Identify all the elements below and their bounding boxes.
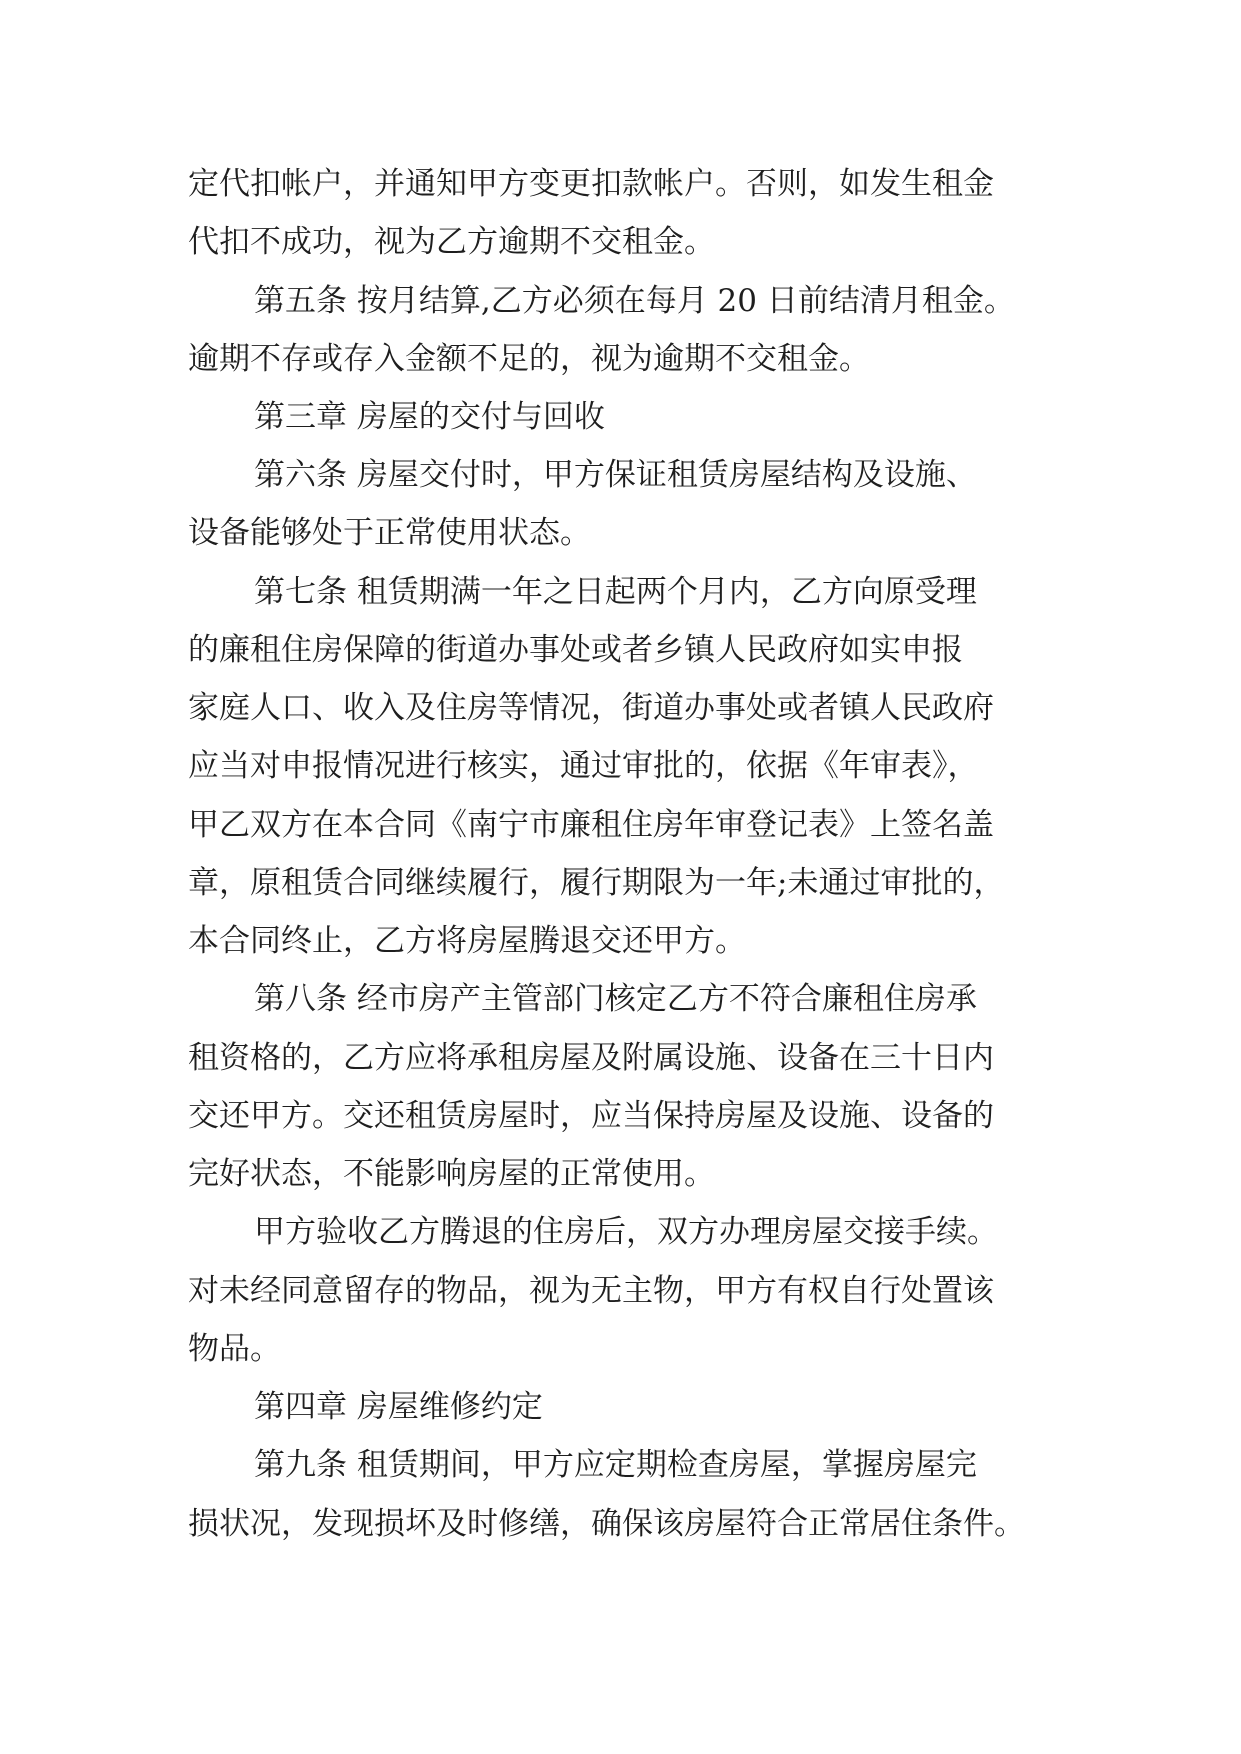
body-text-line-12: 甲乙双方在本合同《南宁市廉租住房年审登记表》上签名盖 (188, 807, 994, 843)
chapter-3-heading: 第三章 房屋的交付与回收 (254, 399, 605, 435)
body-text-line-14: 本合同终止，乙方将房屋腾退交还甲方。 (188, 923, 746, 959)
article-8-heading-line: 第八条 经市房产主管部门核定乙方不符合廉租住房承 (254, 981, 977, 1017)
body-text-line-20: 对未经同意留存的物品，视为无主物，甲方有权自行处置该 (188, 1273, 994, 1309)
chapter-4-heading: 第四章 房屋维修约定 (254, 1389, 543, 1425)
body-text-line-17: 交还甲方。交还租赁房屋时，应当保持房屋及设施、设备的 (188, 1098, 994, 1134)
body-text-line-24: 损状况，发现损坏及时修缮，确保该房屋符合正常居住条件。 (188, 1506, 1025, 1542)
paragraph-start-line-19: 甲方验收乙方腾退的住房后，双方办理房屋交接手续。 (254, 1214, 998, 1250)
body-text-line-4: 逾期不存或存入金额不足的，视为逾期不交租金。 (188, 341, 870, 377)
article-5-heading-line: 第五条 按月结算,乙方必须在每月 20 日前结清月租金。 (254, 283, 1015, 319)
article-6-heading-line: 第六条 房屋交付时，甲方保证租赁房屋结构及设施、 (254, 457, 977, 493)
body-text-line-11: 应当对申报情况进行核实，通过审批的，依据《年审表》， (188, 748, 979, 784)
body-text-line-1: 定代扣帐户，并通知甲方变更扣款帐户。否则，如发生租金 (188, 166, 994, 202)
article-9-heading-line: 第九条 租赁期间，甲方应定期检查房屋，掌握房屋完 (254, 1447, 977, 1483)
body-text-line-21: 物品。 (188, 1331, 281, 1367)
body-text-line-9: 的廉租住房保障的街道办事处或者乡镇人民政府如实申报 (188, 632, 963, 668)
body-text-line-13: 章，原租赁合同继续履行，履行期限为一年;未通过审批的， (188, 865, 1005, 901)
body-text-line-7: 设备能够处于正常使用状态。 (188, 515, 591, 551)
body-text-line-2: 代扣不成功，视为乙方逾期不交租金。 (188, 224, 715, 260)
body-text-line-16: 租资格的，乙方应将承租房屋及附属设施、设备在三十日内 (188, 1040, 994, 1076)
body-text-line-18: 完好状态，不能影响房屋的正常使用。 (188, 1156, 715, 1192)
article-7-heading-line: 第七条 租赁期满一年之日起两个月内，乙方向原受理 (254, 574, 977, 610)
body-text-line-10: 家庭人口、收入及住房等情况，街道办事处或者镇人民政府 (188, 690, 994, 726)
